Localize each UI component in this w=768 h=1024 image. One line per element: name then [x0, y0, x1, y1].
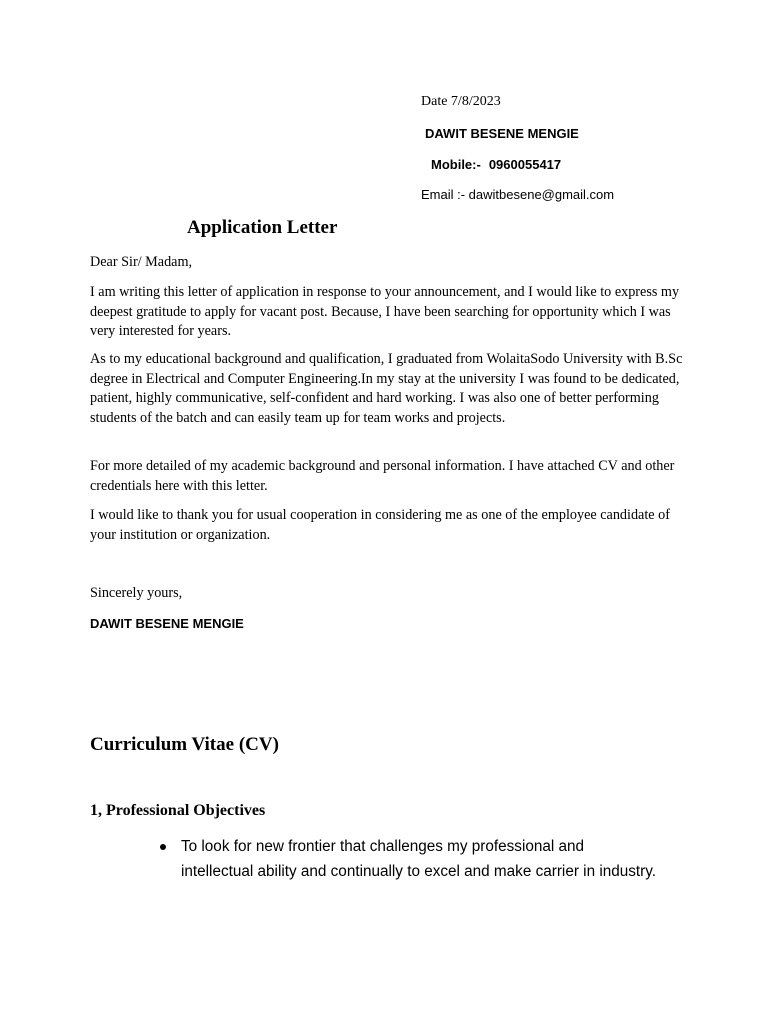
objectives-list	[158, 835, 658, 884]
section-heading-objectives: 1, Professional Objectives	[90, 802, 266, 819]
list-item	[158, 835, 658, 884]
bullet-icon	[160, 844, 166, 850]
salutation: Dear Sir/ Madam,	[90, 254, 193, 270]
signature-name: DAWIT BESENE MENGIE	[90, 616, 244, 631]
mobile-value: 0960055417	[488, 157, 562, 172]
letter-date: Date 7/8/2023	[421, 94, 501, 109]
letter-title: Application Letter	[187, 217, 338, 238]
closing: Sincerely yours,	[90, 585, 183, 601]
sender-mobile	[431, 157, 561, 172]
cv-title: Curriculum Vitae (CV)	[90, 734, 279, 755]
sender-email: Email :- dawitbesene@gmail.com	[421, 187, 615, 202]
letter-paragraph-2: As to my educational background and qualification, I graduated from WolaitaSodo University with B.Sc degree in Electrical and Computer Engineering.In my stay at the university I was found to be dedicated, patient, highly communicative, self-confident and hard working. I was also one of better performing students of the batch and can easily team up for team works and projects.	[90, 351, 683, 426]
letter-paragraph-4: I would like to thank you for usual cooperation in considering me as one of the employee candidate of your institution or organization.	[90, 507, 670, 543]
letter-paragraph-3: For more detailed of my academic background and personal information. I have attached CV and other credentials here with this letter.	[90, 458, 675, 494]
letter-paragraph-1: I am writing this letter of application in response to your announcement, and I would like to express my deepest gratitude to apply for vacant post. Because, I have been searching for opportunity which I was very interested for years.	[90, 284, 680, 339]
mobile-label: Mobile:-	[431, 157, 481, 172]
objective-text: To look for new frontier that challenges my professional and intellectual ability and continually to excel and make carrier in industry.	[181, 838, 657, 880]
sender-name: DAWIT BESENE MENGIE	[425, 126, 579, 141]
